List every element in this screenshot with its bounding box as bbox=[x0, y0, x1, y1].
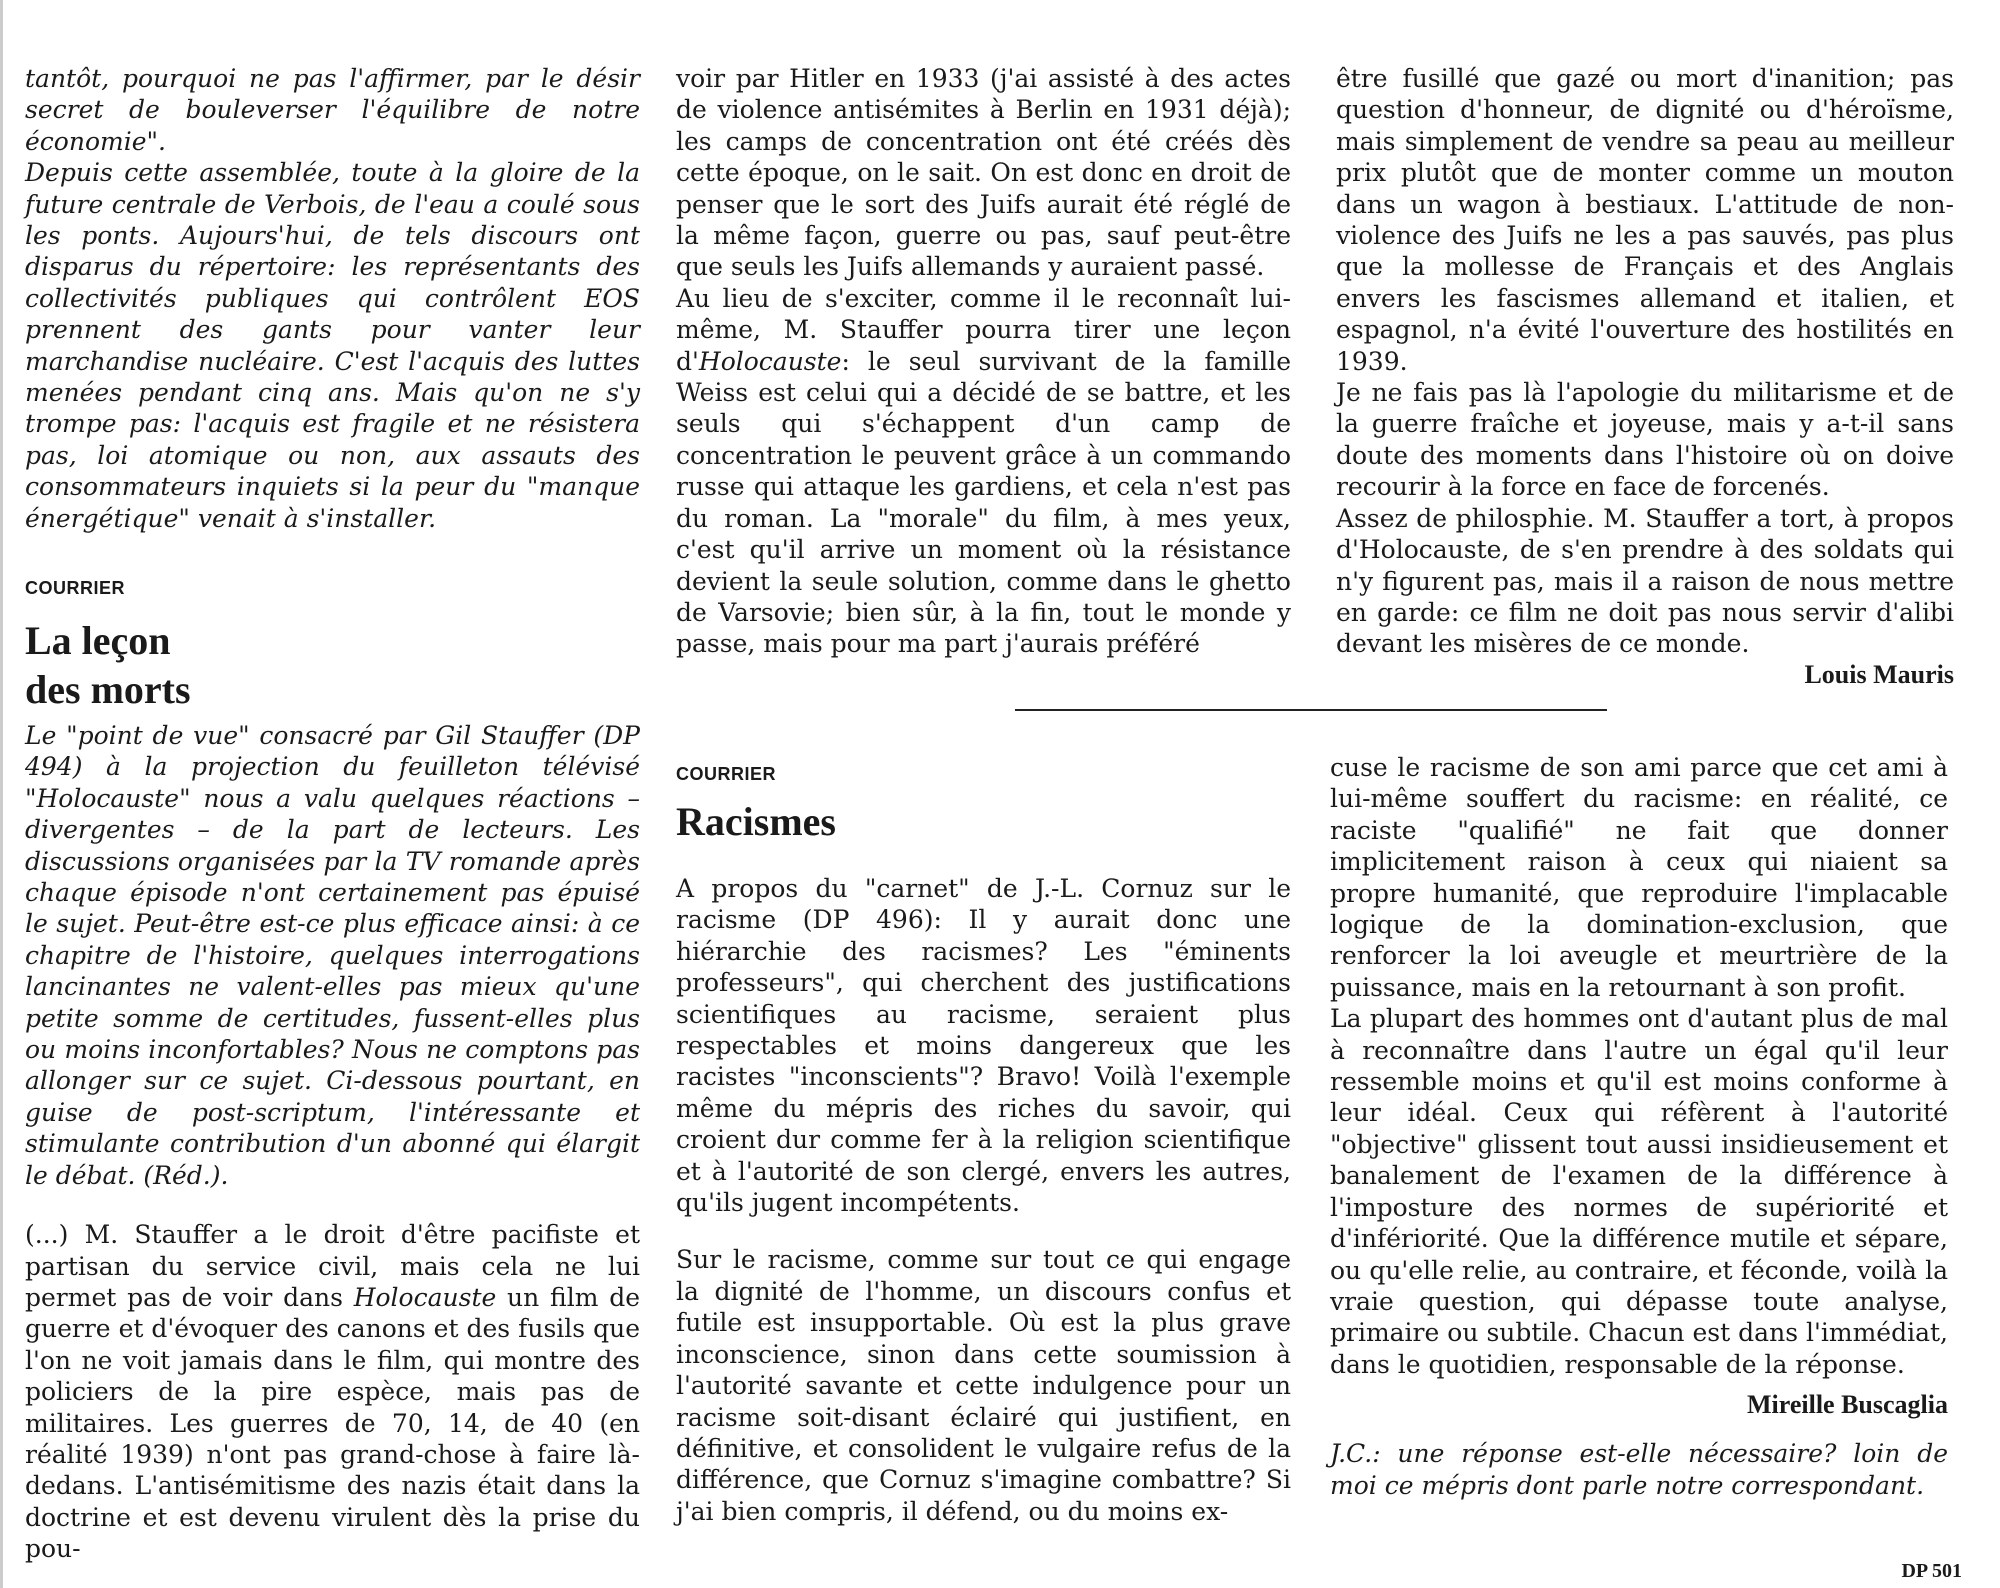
body-text: Au lieu de s'exciter, comme il le reconnaît lui-même, M. Stauffer pourra tirer une leçon d' bbox=[676, 283, 1291, 376]
column-right-upper bbox=[1336, 63, 1954, 690]
body-text: un film de guerre et d'évoquer des canons et des fusils que l'on ne voit jamais dans le film, qui montre des policiers de la pire espèce, mais pas de militaires. Les guerres de 70, 14, de 40 (en réalité 1939) n'ont pas grand-chose à faire là-dedans. L'antisémitisme des nazis était dans la doctrine et est devenu virulent dès la prise du pou- bbox=[25, 1282, 641, 1564]
section-divider bbox=[1015, 709, 1607, 711]
editor-reply: J.C.: une réponse est-elle nécessaire? loin de moi ce mépris dont parle notre correspondant. bbox=[1330, 1439, 1948, 1500]
body-text: : le seul survivant de la famille Weiss est celui qui a décidé de se battre, et les seuls qui s'échappent d'un camp de concentration le peuvent grâce à un commando russe qui attaque les gardiens, et cela n'est pas du roman. La "morale" du film, à mes yeux, c'est qu'il arrive un moment où la résistance devient la seule solution, comme dans le ghetto de Varsovie; bien sûr, à la fin, tout le monde y passe, mais pour ma part j'aurais préféré bbox=[676, 346, 1291, 659]
title-line-1: La leçon bbox=[25, 618, 171, 663]
intro-paragraph-2: Depuis cette assemblée, toute à la gloire de la future centrale de Verbois, de l'eau a coulé sous les ponts. Aujours'hui, de tels discours ont disparus du répertoire: les représentants des collectivités publiques qui contrôlent EOS prennent des gants pour vanter leur marchandise nucléaire. C'est l'acquis des luttes menées pendant cinq ans. Mais qu'on ne s'y trompe pas: l'acquis est fragile et ne résistera pas, loi atomique ou non, aux assauts des consommateurs inquiets si la peur du "manque énergétique" venait à s'installer. bbox=[25, 158, 640, 533]
racismes-paragraph-4: La plupart des hommes ont d'autant plus de mal à reconnaître dans l'autre un égal qu'il leur ressemble moins et qu'il est moins conforme à leur idéal. Ceux qui réfèrent à l'autorité "objective" glissent tout aussi insidieusement et banalement de l'examen de la différence à l'imposture des normes de supériorité et d'infériorité. Que la différence mutile et sépare, ou qu'elle relie, au contraire, et féconde, voilà la vraie question, qui dépasse toute analyse, primaire ou subtile. Chacun est dans l'immédiat, dans le quotidien, responsable de la réponse. bbox=[1330, 1004, 1948, 1379]
kicker-racismes: COURRIER bbox=[676, 764, 777, 784]
page-folio: DP 501 bbox=[1901, 1560, 1962, 1582]
column-middle-upper bbox=[676, 63, 1291, 660]
body-em: Holocauste bbox=[698, 346, 842, 376]
body-text: (...) M. Stauffer a le droit d'être pacifiste et partisan du service civil, mais cela ne lui permet pas de voir dans bbox=[25, 1220, 640, 1312]
article-title-racismes: Racismes bbox=[676, 799, 836, 844]
body-lecon-start bbox=[25, 1219, 640, 1564]
body-em: Holocauste bbox=[353, 1282, 497, 1312]
column-middle-lower bbox=[676, 873, 1291, 1527]
scan-edge bbox=[0, 0, 3, 1588]
signature-louis-mauris: Louis Mauris bbox=[1804, 659, 1954, 689]
intro-paragraph-1: tantôt, pourquoi ne pas l'affirmer, par le désir secret de bouleverser l'équilibre de notre économie". bbox=[25, 64, 640, 156]
racismes-paragraph-2: Sur le racisme, comme sur tout ce qui engage la dignité de l'homme, un discours confus et futile est insupportable. Où est la plus grave inconscience, sinon dans cette soumission à l'autorité savante et cette indulgence pour un racisme soit-disant éclairé qui justifient, en définitive, et consolident le vulgaire refus de la différence, que Cornuz s'imagine combattre? Si j'ai bien compris, il défend, ou du moins ex- bbox=[676, 1245, 1291, 1526]
article-title-lecon bbox=[25, 616, 191, 714]
column-right-lower bbox=[1330, 752, 1948, 1501]
title-line-2: des morts bbox=[25, 667, 191, 712]
column-left bbox=[25, 63, 640, 534]
body-lecon-continued: voir par Hitler en 1933 (j'ai assisté à des actes de violence antisémites à Berlin en 1931 déjà); les camps de concentration ont été créés dès cette époque, on le sait. On est donc en droit de penser que le sort des Juifs aurait été réglé de la même façon, guerre ou pas, sauf peut-être que seuls les Juifs allemands y auraient passé. bbox=[676, 64, 1291, 282]
signature-mireille-buscaglia: Mireille Buscaglia bbox=[1747, 1390, 1948, 1420]
body-lecon-continued-2: être fusillé que gazé ou mort d'inanition; pas question d'honneur, de dignité ou d'héroïsme, mais simplement de vendre sa peau au meilleur prix plutôt que de monter comme un mouton dans un wagon à bestiaux. L'attitude de non-violence des Juifs ne les a pas sauvés, pas plus que la mollesse de Français et des Anglais envers les fascismes allemand et italien, et espagnol, n'a évité l'ouverture des hostilités en 1939. bbox=[1336, 64, 1954, 376]
body-lecon-paragraph-3: Assez de philosphie. M. Stauffer a tort, à propos d'Holocauste, de s'en prendre à des soldats qui n'y figurent pas, mais il a raison de nous mettre en garde: ce film ne doit pas nous servir d'alibi devant les misères de ce monde. bbox=[1336, 503, 1954, 659]
kicker-lecon: COURRIER bbox=[25, 578, 126, 598]
body-lecon-paragraph bbox=[676, 283, 1291, 660]
racismes-paragraph-1: A propos du "carnet" de J.-L. Cornuz sur le racisme (DP 496): Il y aurait donc une hiérarchie des racismes? Les "éminents professeurs", qui cherchent des justifications scientifiques au racisme, seraient plus respectables et moins dangereux que les racistes "inconscients"? Bravo! Voilà l'exemple même du mépris des riches du savoir, qui croient dur comme fer à la religion scientifique et à l'autorité de son clergé, envers les autres, qu'ils jugent incompétents. bbox=[676, 874, 1291, 1218]
chapo-lecon: Le "point de vue" consacré par Gil Stauffer (DP 494) à la projection du feuilleton télévisé "Holocauste" nous a valu quelques réactions – divergentes – de la part de lecteurs. Les discussions organisées par la TV romande après chaque épisode n'ont certainement pas épuisé le sujet. Peut-être est-ce plus efficace ainsi: à ce chapitre de l'histoire, quelques interrogations lancinantes ne valent-elles pas mieux qu'une petite somme de certitudes, fussent-elles plus ou moins inconfortables? Nous ne comptons pas allonger sur ce sujet. Ci-dessous pourtant, en guise de post-scriptum, l'intéressante et stimulante contribution d'un abonné qui élargit le débat. (Réd.). bbox=[25, 721, 640, 1190]
racismes-paragraph-3: cuse le racisme de son ami parce que cet ami à lui-même souffert du racisme: en réalité, ce raciste "qualifié" ne fait que donner implicitement raison à ceux qui niaient sa propre humanité, que reproduire l'implacable logique de la domination-exclusion, que renforcer la loi aveugle et meurtrière de la puissance, mais en la retournant à son profit. bbox=[1330, 753, 1948, 1002]
column-left-lower bbox=[25, 720, 640, 1565]
body-lecon-paragraph-2: Je ne fais pas là l'apologie du militarisme et de la guerre fraîche et joyeuse, mais y a-t-il sans doute des moments dans l'histoire où on doive recourir à la force en face de forcenés. bbox=[1336, 378, 1954, 502]
